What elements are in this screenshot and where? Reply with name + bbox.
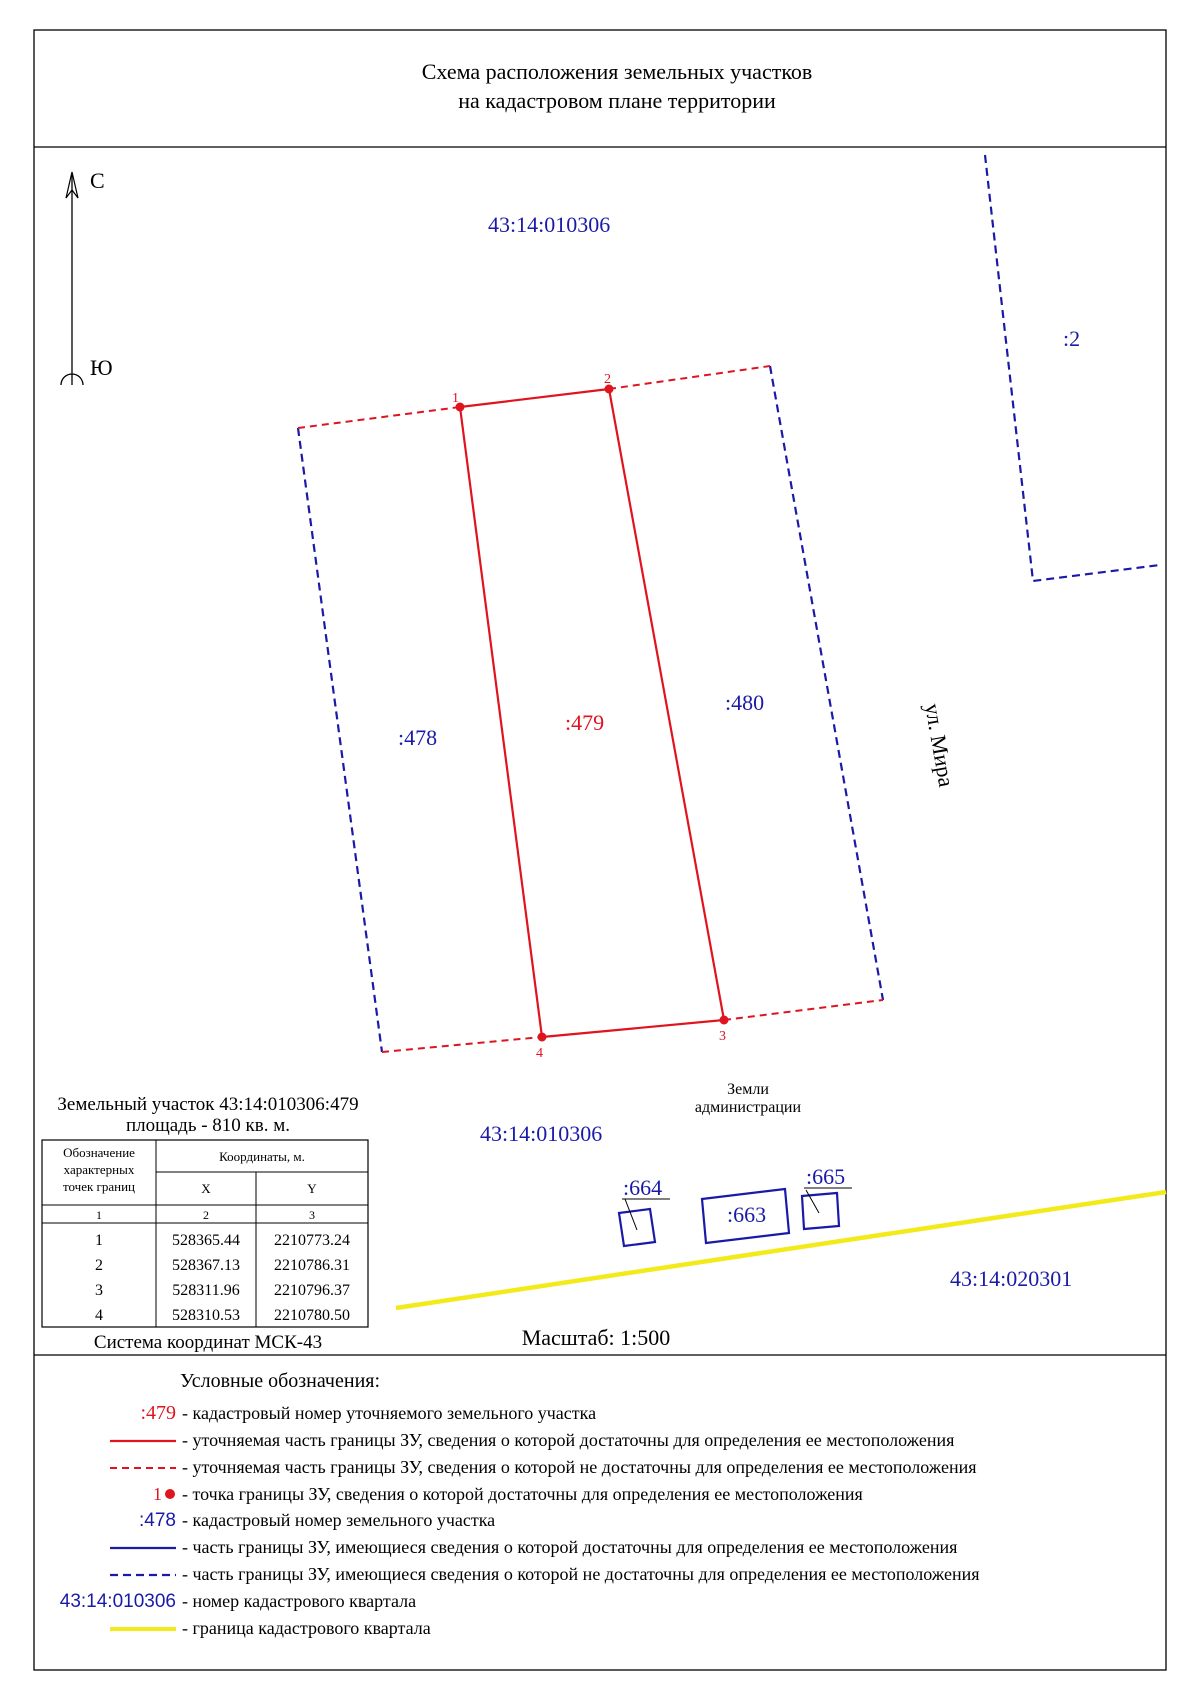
legend-symbol-quarter-number: 43:14:010306 <box>59 1591 176 1612</box>
parcel-480-label: :480 <box>725 690 765 715</box>
boundary-point-3 <box>720 1016 729 1025</box>
red-dashed-bottom-left <box>382 1037 542 1052</box>
table-cell-y: 2210780.50 <box>274 1307 350 1324</box>
table-colnum-1: 1 <box>96 1208 102 1222</box>
street-label: ул. Мира <box>920 701 960 789</box>
legend-item-text: - точка границы ЗУ, сведения о которой достаточны для определения ее местоположения <box>182 1484 863 1504</box>
table-header-coords: Координаты, м. <box>219 1149 305 1164</box>
boundary-point-4 <box>538 1033 547 1042</box>
table-header-designation-1: Обозначение <box>63 1145 135 1160</box>
parcel-480-boundary <box>770 366 883 1000</box>
table-row <box>95 1282 350 1299</box>
table-cell-y: 2210796.37 <box>274 1282 350 1299</box>
parcel-664-label: :664 <box>623 1175 663 1200</box>
legend-title: Условные обозначения: <box>180 1370 381 1392</box>
parcel-665-boundary <box>802 1193 839 1229</box>
quarter-label-bottom: 43:14:010306 <box>480 1121 603 1146</box>
south-label: Ю <box>90 355 113 380</box>
parcel-479-label: :479 <box>565 710 605 735</box>
scale-label: Масштаб: 1:500 <box>521 1325 671 1350</box>
table-row <box>95 1307 350 1324</box>
legend-symbol-point-number: 1 <box>153 1484 162 1504</box>
parcel-2-boundary <box>985 155 1160 581</box>
legend-item-text: - уточняемая часть границы ЗУ, сведения о которой достаточны для определения ее местоположения <box>182 1430 955 1450</box>
parcel-664-boundary <box>619 1209 655 1246</box>
legend-item-text: - часть границы ЗУ, имеющиеся сведения о которой достаточны для определения ее местоположения <box>182 1537 958 1557</box>
coord-system: Система координат МСК-43 <box>93 1332 323 1353</box>
table-header-x: X <box>201 1181 211 1196</box>
table-colnum-2: 2 <box>203 1208 209 1222</box>
table-cell-x: 528310.53 <box>172 1307 240 1324</box>
table-cell-x: 528365.44 <box>172 1232 240 1249</box>
coordinates-table <box>42 1140 368 1327</box>
parcel-info-title: Земельный участок 43:14:010306:479 <box>57 1094 359 1115</box>
table-cell-point: 4 <box>95 1307 103 1324</box>
parcel-664-leader <box>625 1199 637 1230</box>
table-header-y: Y <box>307 1181 317 1196</box>
table-row <box>95 1257 350 1274</box>
parcel-478-label: :478 <box>398 725 438 750</box>
table-colnum-3: 3 <box>309 1208 315 1222</box>
point-label-4: 4 <box>536 1046 543 1061</box>
parcel-2-label: :2 <box>1063 326 1081 351</box>
table-cell-point: 2 <box>95 1257 103 1274</box>
legend-item-text: - часть границы ЗУ, имеющиеся сведения о которой не достаточны для определения ее местоположения <box>182 1564 980 1584</box>
table-header-designation-3: точек границ <box>62 1179 136 1194</box>
parcel-665-label: :665 <box>806 1164 846 1189</box>
title-line-1: Схема расположения земельных участков <box>421 59 813 84</box>
legend-symbol-point-icon <box>165 1489 175 1499</box>
admin-land-line-2: администрации <box>694 1099 802 1116</box>
legend-symbol-parcel-number-blue: :478 <box>139 1510 176 1531</box>
point-label-1: 1 <box>452 391 459 406</box>
title-line-2: на кадастровом плане территории <box>458 88 776 113</box>
north-arrow <box>61 168 113 385</box>
legend-item-text: - номер кадастрового квартала <box>182 1591 417 1611</box>
north-label: С <box>90 168 105 193</box>
legend-item-text: - граница кадастрового квартала <box>182 1618 431 1638</box>
admin-land-line-1: Земли <box>727 1081 769 1098</box>
quarter-label-right: 43:14:020301 <box>950 1266 1073 1291</box>
parcel-478-boundary <box>298 428 382 1052</box>
legend-item-text: - уточняемая часть границы ЗУ, сведения о которой не достаточны для определения ее местоположения <box>182 1457 977 1477</box>
parcel-663-label: :663 <box>727 1202 767 1227</box>
red-dashed-top-left <box>298 407 460 428</box>
legend-item-text: - кадастровый номер уточняемого земельного участка <box>182 1403 597 1423</box>
parcel-665-leader <box>806 1190 819 1213</box>
table-cell-x: 528311.96 <box>172 1282 240 1299</box>
legend-item-text: - кадастровый номер земельного участка <box>182 1510 496 1530</box>
table-cell-x: 528367.13 <box>172 1257 240 1274</box>
table-cell-point: 3 <box>95 1282 103 1299</box>
red-dashed-bottom-right <box>724 1000 883 1020</box>
quarter-label-top: 43:14:010306 <box>488 212 611 237</box>
table-row <box>95 1232 350 1249</box>
table-cell-y: 2210773.24 <box>274 1232 350 1249</box>
red-dashed-top-right <box>609 366 770 389</box>
point-label-2: 2 <box>604 372 611 387</box>
point-label-3: 3 <box>719 1029 726 1044</box>
table-cell-y: 2210786.31 <box>274 1257 350 1274</box>
outer-frame <box>34 30 1166 1670</box>
table-header-designation-2: характерных <box>63 1162 135 1177</box>
parcel-info-area: площадь - 810 кв. м. <box>125 1115 291 1136</box>
table-cell-point: 1 <box>95 1232 103 1249</box>
legend-symbol-parcel-number: :479 <box>140 1402 176 1424</box>
